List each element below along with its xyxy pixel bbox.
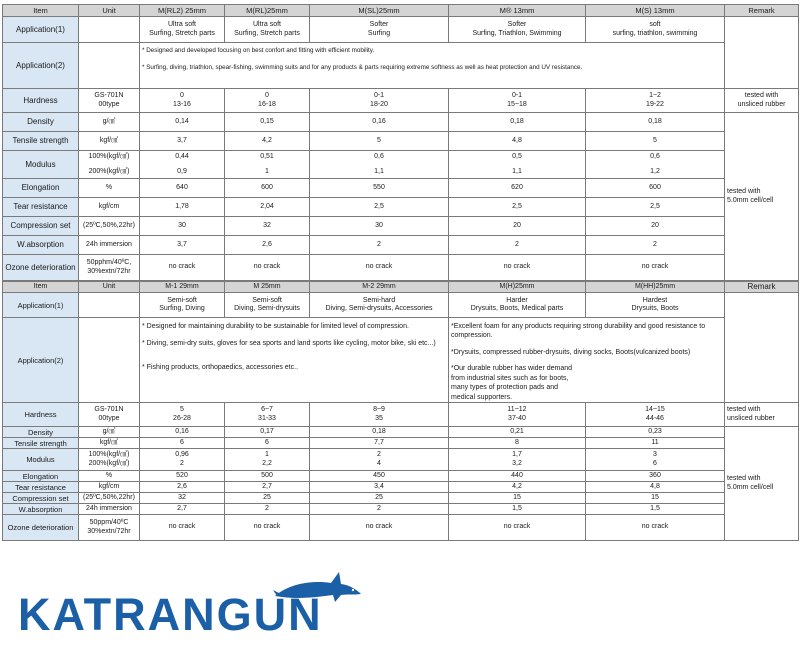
value-cell: 30 — [140, 217, 225, 236]
remark-cell — [725, 17, 799, 89]
row-label: Elongation — [3, 471, 79, 482]
unit-cell: kgf/㎠ — [79, 438, 140, 449]
tensile-row — [3, 438, 799, 449]
header-row — [3, 5, 799, 17]
row-label: Application(1) — [3, 17, 79, 43]
value-cell: 0,18 — [449, 113, 586, 132]
unit-cell: kgf/cm — [79, 198, 140, 217]
value-cell: 1,5 — [449, 504, 586, 515]
row-label: Modulus — [3, 151, 79, 179]
value-cell: 2 — [586, 236, 725, 255]
value-cell: 2 — [310, 236, 449, 255]
value-cell: 2,5 — [449, 198, 586, 217]
application2-right-text: *Excellent foam for any products requiring strong durability and good resistance to compression. *Drysuits, compressed rubber-drysuits, diving socks, Boots(vulcanized boots) *Our durable rubber has wider demand from industrial sites such as for boots, many types of protection pads and medical supporters. — [449, 318, 725, 403]
unit-header: Unit — [79, 282, 140, 293]
unit-cell: GS-701N 00type — [79, 403, 140, 427]
tear-row — [3, 198, 799, 217]
col-header: M(SL)25mm — [310, 5, 449, 17]
cell-line: Softer — [369, 21, 389, 29]
value-cell: 0,16 — [140, 427, 225, 438]
unit-cell: kgf/cm — [79, 482, 140, 493]
value-cell: Semi-hard Diving, Semi-drysuits, Accessories — [310, 293, 449, 318]
value-cell: 11 — [586, 438, 725, 449]
value-cell: no crack — [225, 255, 310, 281]
value-cell: 0,16 — [310, 113, 449, 132]
value-cell: 5 — [310, 132, 449, 151]
application-line: * Designed and developed focusing on best confort and fitting with efficient mobility. — [142, 47, 375, 54]
value-cell: 20 — [586, 217, 725, 236]
value-cell: 2 — [449, 236, 586, 255]
tear-row — [3, 482, 799, 493]
value-cell: 0,18 — [586, 113, 725, 132]
value-cell: 0,96 2 — [140, 449, 225, 471]
value-cell: 2,5 — [586, 198, 725, 217]
absorption-row — [3, 236, 799, 255]
value-cell: 32 — [225, 217, 310, 236]
value-cell: Semi-soft Diving, Semi-drysuits — [225, 293, 310, 318]
cell-line: Surfing, Stretch parts — [149, 29, 215, 37]
value-cell: 7,7 — [310, 438, 449, 449]
col-header: M(HH)25mm — [586, 282, 725, 293]
row-label: Application(2) — [3, 43, 79, 89]
col-header: M(RL2) 25mm — [140, 5, 225, 17]
value-cell: 0,51 1 — [225, 151, 310, 179]
value-cell: 11~12 37-40 — [449, 403, 586, 427]
col-header: M(H)25mm — [449, 282, 586, 293]
value-cell: 5 — [586, 132, 725, 151]
value-cell: no crack — [449, 255, 586, 281]
item-header: Item — [3, 282, 79, 293]
header-row — [3, 282, 799, 293]
unit-cell: 24h immersion — [79, 504, 140, 515]
col-header: M(S) 13mm — [586, 5, 725, 17]
value-cell: 550 — [310, 179, 449, 198]
cell-line: Ultra soft — [252, 21, 281, 29]
value-cell: 4,8 — [586, 482, 725, 493]
value-cell: 0,44 0,9 — [140, 151, 225, 179]
row-label: W.absorption — [3, 504, 79, 515]
ozone-row — [3, 515, 799, 541]
value-cell: 5 26-28 — [140, 403, 225, 427]
value-cell: 1,78 — [140, 198, 225, 217]
application-line: * Surfing, diving, triathlon, spear-fishing, swimming suits and for any products & parts requiring extreme softness as well as heat protection and UV resistance. — [142, 63, 583, 71]
remark-cell: tested with 5.0mm cell/cell — [725, 113, 799, 281]
cell-line: surfing, triathlon, swimming — [612, 29, 698, 37]
value-cell: 14~15 44-46 — [586, 403, 725, 427]
value-cell: 4,2 — [225, 132, 310, 151]
cell-line: soft — [649, 21, 661, 29]
value-cell: 2,6 — [225, 236, 310, 255]
application1-row — [3, 17, 799, 43]
unit-cell — [79, 293, 140, 318]
row-label: Elongation — [3, 179, 79, 198]
row-label: Hardness — [3, 89, 79, 113]
remark-header: Remark — [725, 5, 799, 17]
value-cell: 360 — [586, 471, 725, 482]
row-label: Density — [3, 113, 79, 132]
row-label: Tear resistance — [3, 482, 79, 493]
row-label: Compression set — [3, 493, 79, 504]
brand-wordmark: KATRANGUN — [18, 589, 323, 640]
remark-cell: tested with 5.0mm cell/cell — [725, 427, 799, 541]
value-cell: 0,23 — [586, 427, 725, 438]
value-cell: no crack — [140, 255, 225, 281]
row-label: Compression set — [3, 217, 79, 236]
value-cell: no crack — [310, 515, 449, 541]
value-cell: 2 — [310, 504, 449, 515]
ozone-row — [3, 255, 799, 281]
absorption-row — [3, 504, 799, 515]
row-label: Application(2) — [3, 318, 79, 403]
value-cell: 0,18 — [310, 427, 449, 438]
spec-table-2 — [2, 281, 799, 541]
application2-left-text: * Designed for maintaining durability to be sustainable for limited level of compression. * Diving, semi-dry suits, gloves for sea sports and land sports like cycling, motor bike, ski etc...) * Fishing products, orthopaedics, accessories etc.. — [140, 318, 449, 403]
value-cell: Harder Drysuits, Boots, Medical parts — [449, 293, 586, 318]
value-cell: 0,17 — [225, 427, 310, 438]
unit-cell: (25ºC,50%,22hr) — [79, 217, 140, 236]
elongation-row — [3, 471, 799, 482]
col-header: M® 13mm — [449, 5, 586, 17]
value-cell: 0,14 — [140, 113, 225, 132]
unit-cell: g/㎤ — [79, 113, 140, 132]
value-cell: 0-1 15~18 — [449, 89, 586, 113]
value-cell: 640 — [140, 179, 225, 198]
value-cell: 2,04 — [225, 198, 310, 217]
value-cell: 600 — [225, 179, 310, 198]
value-cell: 0,5 1,1 — [449, 151, 586, 179]
application2-row — [3, 43, 799, 89]
row-label: Tensile strength — [3, 132, 79, 151]
col-header: M(RL)25mm — [225, 5, 310, 17]
density-row — [3, 113, 799, 132]
value-cell — [140, 17, 225, 43]
value-cell: 0,21 — [449, 427, 586, 438]
value-cell: 15 — [586, 493, 725, 504]
unit-cell: 24h immersion — [79, 236, 140, 255]
item-header: Item — [3, 5, 79, 17]
remark-cell: tested with unsliced rubber — [725, 89, 799, 113]
unit-cell: kgf/㎠ — [79, 132, 140, 151]
unit-cell: % — [79, 179, 140, 198]
value-cell: 2,7 — [225, 482, 310, 493]
value-cell: 2,5 — [310, 198, 449, 217]
value-cell: 25 — [310, 493, 449, 504]
value-cell: 600 — [586, 179, 725, 198]
value-cell: 620 — [449, 179, 586, 198]
value-cell: 3,4 — [310, 482, 449, 493]
hardness-row — [3, 89, 799, 113]
value-cell: 20 — [449, 217, 586, 236]
value-cell: no crack — [225, 515, 310, 541]
value-cell: Semi-soft Surfing, Diving — [140, 293, 225, 318]
cell-line: Surfing — [367, 29, 391, 37]
row-label: Application(1) — [3, 293, 79, 318]
value-cell: 8 — [449, 438, 586, 449]
remark-cell: tested with unsliced rubber — [725, 403, 799, 427]
unit-cell: GS-701N 00type — [79, 89, 140, 113]
unit-cell — [79, 17, 140, 43]
row-label: Ozone deterioration — [3, 255, 79, 281]
value-cell: 0,15 — [225, 113, 310, 132]
value-cell: 0,6 1,2 — [586, 151, 725, 179]
value-cell: 0 13-16 — [140, 89, 225, 113]
value-cell: 450 — [310, 471, 449, 482]
modulus-row — [3, 449, 799, 471]
cell-line: Surfing, Stretch parts — [234, 29, 300, 37]
value-cell: 2,7 — [140, 504, 225, 515]
tensile-row — [3, 132, 799, 151]
row-label: Tear resistance — [3, 198, 79, 217]
spec-table-1 — [2, 4, 799, 281]
value-cell: 15 — [449, 493, 586, 504]
row-label: Tensile strength — [3, 438, 79, 449]
value-cell: 520 — [140, 471, 225, 482]
value-cell: 1 2,2 — [225, 449, 310, 471]
unit-cell: 100%(kgf/㎠) 200%(kgf/㎠) — [79, 449, 140, 471]
compression-row — [3, 493, 799, 504]
value-cell: Hardest Drysuits, Boots — [586, 293, 725, 318]
value-cell: 4,2 — [449, 482, 586, 493]
value-cell — [586, 17, 725, 43]
value-cell: 1~2 19-22 — [586, 89, 725, 113]
row-label: Ozone deterioration — [3, 515, 79, 541]
value-cell — [225, 17, 310, 43]
value-cell: 0 16-18 — [225, 89, 310, 113]
elongation-row — [3, 179, 799, 198]
value-cell: 2 4 — [310, 449, 449, 471]
remark-header: Remark — [725, 282, 799, 293]
value-cell: 3,7 — [140, 132, 225, 151]
value-cell: 8~9 35 — [310, 403, 449, 427]
density-row — [3, 427, 799, 438]
row-label: W.absorption — [3, 236, 79, 255]
value-cell: 4,8 — [449, 132, 586, 151]
value-cell: 1,7 3,2 — [449, 449, 586, 471]
value-cell: no crack — [586, 255, 725, 281]
value-cell: 500 — [225, 471, 310, 482]
value-cell: 0,6 1,1 — [310, 151, 449, 179]
unit-cell: g/㎤ — [79, 427, 140, 438]
application1-row — [3, 293, 799, 318]
row-label: Density — [3, 427, 79, 438]
unit-cell: % — [79, 471, 140, 482]
value-cell — [449, 17, 586, 43]
row-label: Hardness — [3, 403, 79, 427]
value-cell: 6 — [225, 438, 310, 449]
unit-header: Unit — [79, 5, 140, 17]
value-cell: 3 6 — [586, 449, 725, 471]
remark-cell — [725, 293, 799, 403]
value-cell: 25 — [225, 493, 310, 504]
cell-line: Softer — [507, 21, 527, 29]
value-cell: 440 — [449, 471, 586, 482]
brand-logo — [18, 570, 363, 640]
unit-cell — [79, 43, 140, 89]
value-cell: no crack — [586, 515, 725, 541]
col-header: M-1 29mm — [140, 282, 225, 293]
unit-cell: (25ºC,50%,22hr) — [79, 493, 140, 504]
application2-row — [3, 318, 799, 403]
value-cell: 6~7 31-33 — [225, 403, 310, 427]
value-cell: 1,5 — [586, 504, 725, 515]
value-cell: 2,6 — [140, 482, 225, 493]
col-header: M 25mm — [225, 282, 310, 293]
value-cell: 0-1 18-20 — [310, 89, 449, 113]
cell-line: Ultra soft — [167, 21, 196, 29]
unit-cell: 100%(kgf/㎠) 200%(kgf/㎠) — [79, 151, 140, 179]
row-label: Modulus — [3, 449, 79, 471]
application2-text — [140, 43, 725, 89]
value-cell — [310, 17, 449, 43]
modulus-row — [3, 151, 799, 179]
value-cell: 3,7 — [140, 236, 225, 255]
value-cell: 30 — [310, 217, 449, 236]
col-header: M-2 29mm — [310, 282, 449, 293]
unit-cell — [79, 318, 140, 403]
value-cell: 2 — [225, 504, 310, 515]
unit-cell: 50ppm/40ºC 30%extn/72hr — [79, 515, 140, 541]
value-cell: no crack — [140, 515, 225, 541]
value-cell: no crack — [310, 255, 449, 281]
value-cell: 32 — [140, 493, 225, 504]
value-cell: no crack — [449, 515, 586, 541]
unit-cell: 50pphm/40ºC, 30%extn/72hr — [79, 255, 140, 281]
hardness-row — [3, 403, 799, 427]
cell-line: Surfing, Triathlon, Swimming — [472, 29, 562, 37]
value-cell: 6 — [140, 438, 225, 449]
compression-row — [3, 217, 799, 236]
